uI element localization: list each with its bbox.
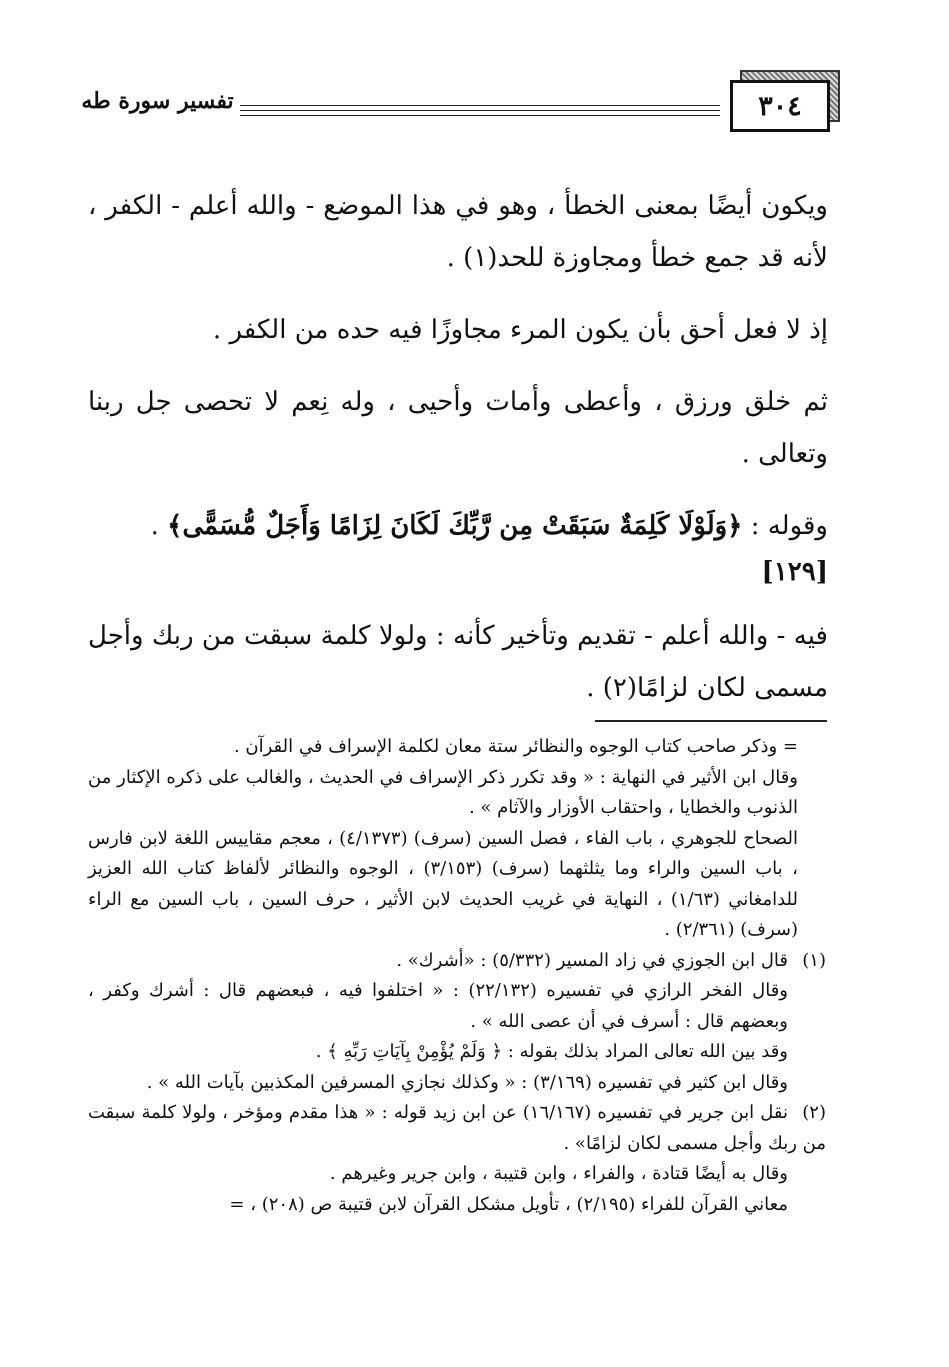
footnote-1-label: (١) <box>802 949 826 971</box>
page-header <box>80 60 840 140</box>
verse-end: . <box>150 511 159 541</box>
paragraph: إذ لا فعل أحق بأن يكون المرء مجاوزًا فيه حده من الكفر . <box>212 315 828 345</box>
footnote-2-label: (٢) <box>802 1102 826 1123</box>
quran-verse: ﴿وَلَوْلَا كَلِمَةٌ سَبَقَتْ مِن رَّبِّكَ لَكَانَ لِزَامًا وَأَجَلٌ مُّسَمًّى﴾ <box>167 511 743 541</box>
footnote-continuation: وقال ابن الأثير في النهاية : « وقد تكرر ذكر الإسراف في الحديث ، والغالب على ذكره الإكثار من الذنوب والخطايا ، واحتقاب الأوزار والآثام » . <box>88 766 798 818</box>
footnote-2-text: نقل ابن جرير في تفسيره (١٦/١٦٧) عن ابن زيد قوله : « هذا مقدم ومؤخر ، ولولا كلمة سبقت من ربك وأجل مسمى لكان لزامًا» . <box>88 1102 826 1154</box>
paragraph: ثم خلق ورزق ، وأعطى وأمات وأحيى ، وله نِعم لا تحصى جل ربنا وتعالى . <box>88 387 828 469</box>
paragraph: ويكون أيضًا بمعنى الخطأ ، وهو في هذا الموضع - والله أعلم - الكفر ، لأنه قد جمع خطأ ومجاوزة للحد(١) . <box>88 191 828 273</box>
footnote-1-line: وقال الفخر الرازي في تفسيره (٢٢/١٣٢) : « اختلفوا فيه ، فبعضهم قال : أشرك وكفر ، وبعضهم قال : أسرف في أن عصى الله » . <box>88 980 788 1032</box>
footnote-1 <box>88 946 826 977</box>
verse-paragraph <box>88 500 828 598</box>
footnote-separator <box>595 720 827 722</box>
paragraph: فيه - والله أعلم - تقديم وتأخير كأنه : ولولا كلمة سبقت من ربك وأجل مسمى لكان لزامًا(٢) . <box>88 621 828 703</box>
running-title: تفسير سورة طه <box>81 88 234 114</box>
footnote-continuation: الصحاح للجوهري ، باب الفاء ، فصل السين (سرف) (٤/١٣٧٣) ، معجم مقاييس اللغة لابن فارس ، باب السين والراء وما يثلثهما (سرف) (٣/١٥٣) ، الوجوه والنظائر لألفاظ كتاب الله العزيز للدامغاني (١/٦٣) ، النهاية في غريب الحديث لابن الأثير ، حرف السين ، باب السين مع الراء (سرف) (٢/٣٦١) . <box>88 827 799 940</box>
page-number: ٣٠٤ <box>730 80 830 132</box>
footnote-1-line: وقد بين الله تعالى المراد بذلك بقوله : ﴿ وَلَمْ يُؤْمِنْ بِآيَاتِ رَبِّهِ ﴾ . <box>315 1041 788 1062</box>
header-rule <box>240 110 720 111</box>
main-text <box>88 180 828 734</box>
footnote-1-line: وقال ابن كثير في تفسيره (٣/١٦٩) : « وكذلك نجازي المسرفين المكذبين بآيات الله » . <box>146 1071 788 1093</box>
verse-number: [١٢٩] <box>761 557 828 587</box>
footnote-2-line: وقال به أيضًا قتادة ، والفراء ، وابن قتيبة ، وابن جرير وغيرهم . <box>329 1163 788 1184</box>
header-rule <box>240 115 720 116</box>
footnotes <box>88 732 826 1220</box>
header-rule <box>240 105 720 106</box>
footnote-2-line: معاني القرآن للفراء (٢/١٩٥) ، تأويل مشكل القرآن لابن قتيبة ص (٢٠٨) ، = <box>229 1193 788 1215</box>
verse-intro: وقوله : <box>750 511 828 541</box>
footnote-continuation: = وذكر صاحب كتاب الوجوه والنظائر ستة معان لكلمة الإسراف في القرآن . <box>233 736 798 757</box>
footnote-1-text: قال ابن الجوزي في زاد المسير (٥/٣٣٢) : «أشرك» . <box>396 949 788 971</box>
footnote-2 <box>88 1098 826 1159</box>
